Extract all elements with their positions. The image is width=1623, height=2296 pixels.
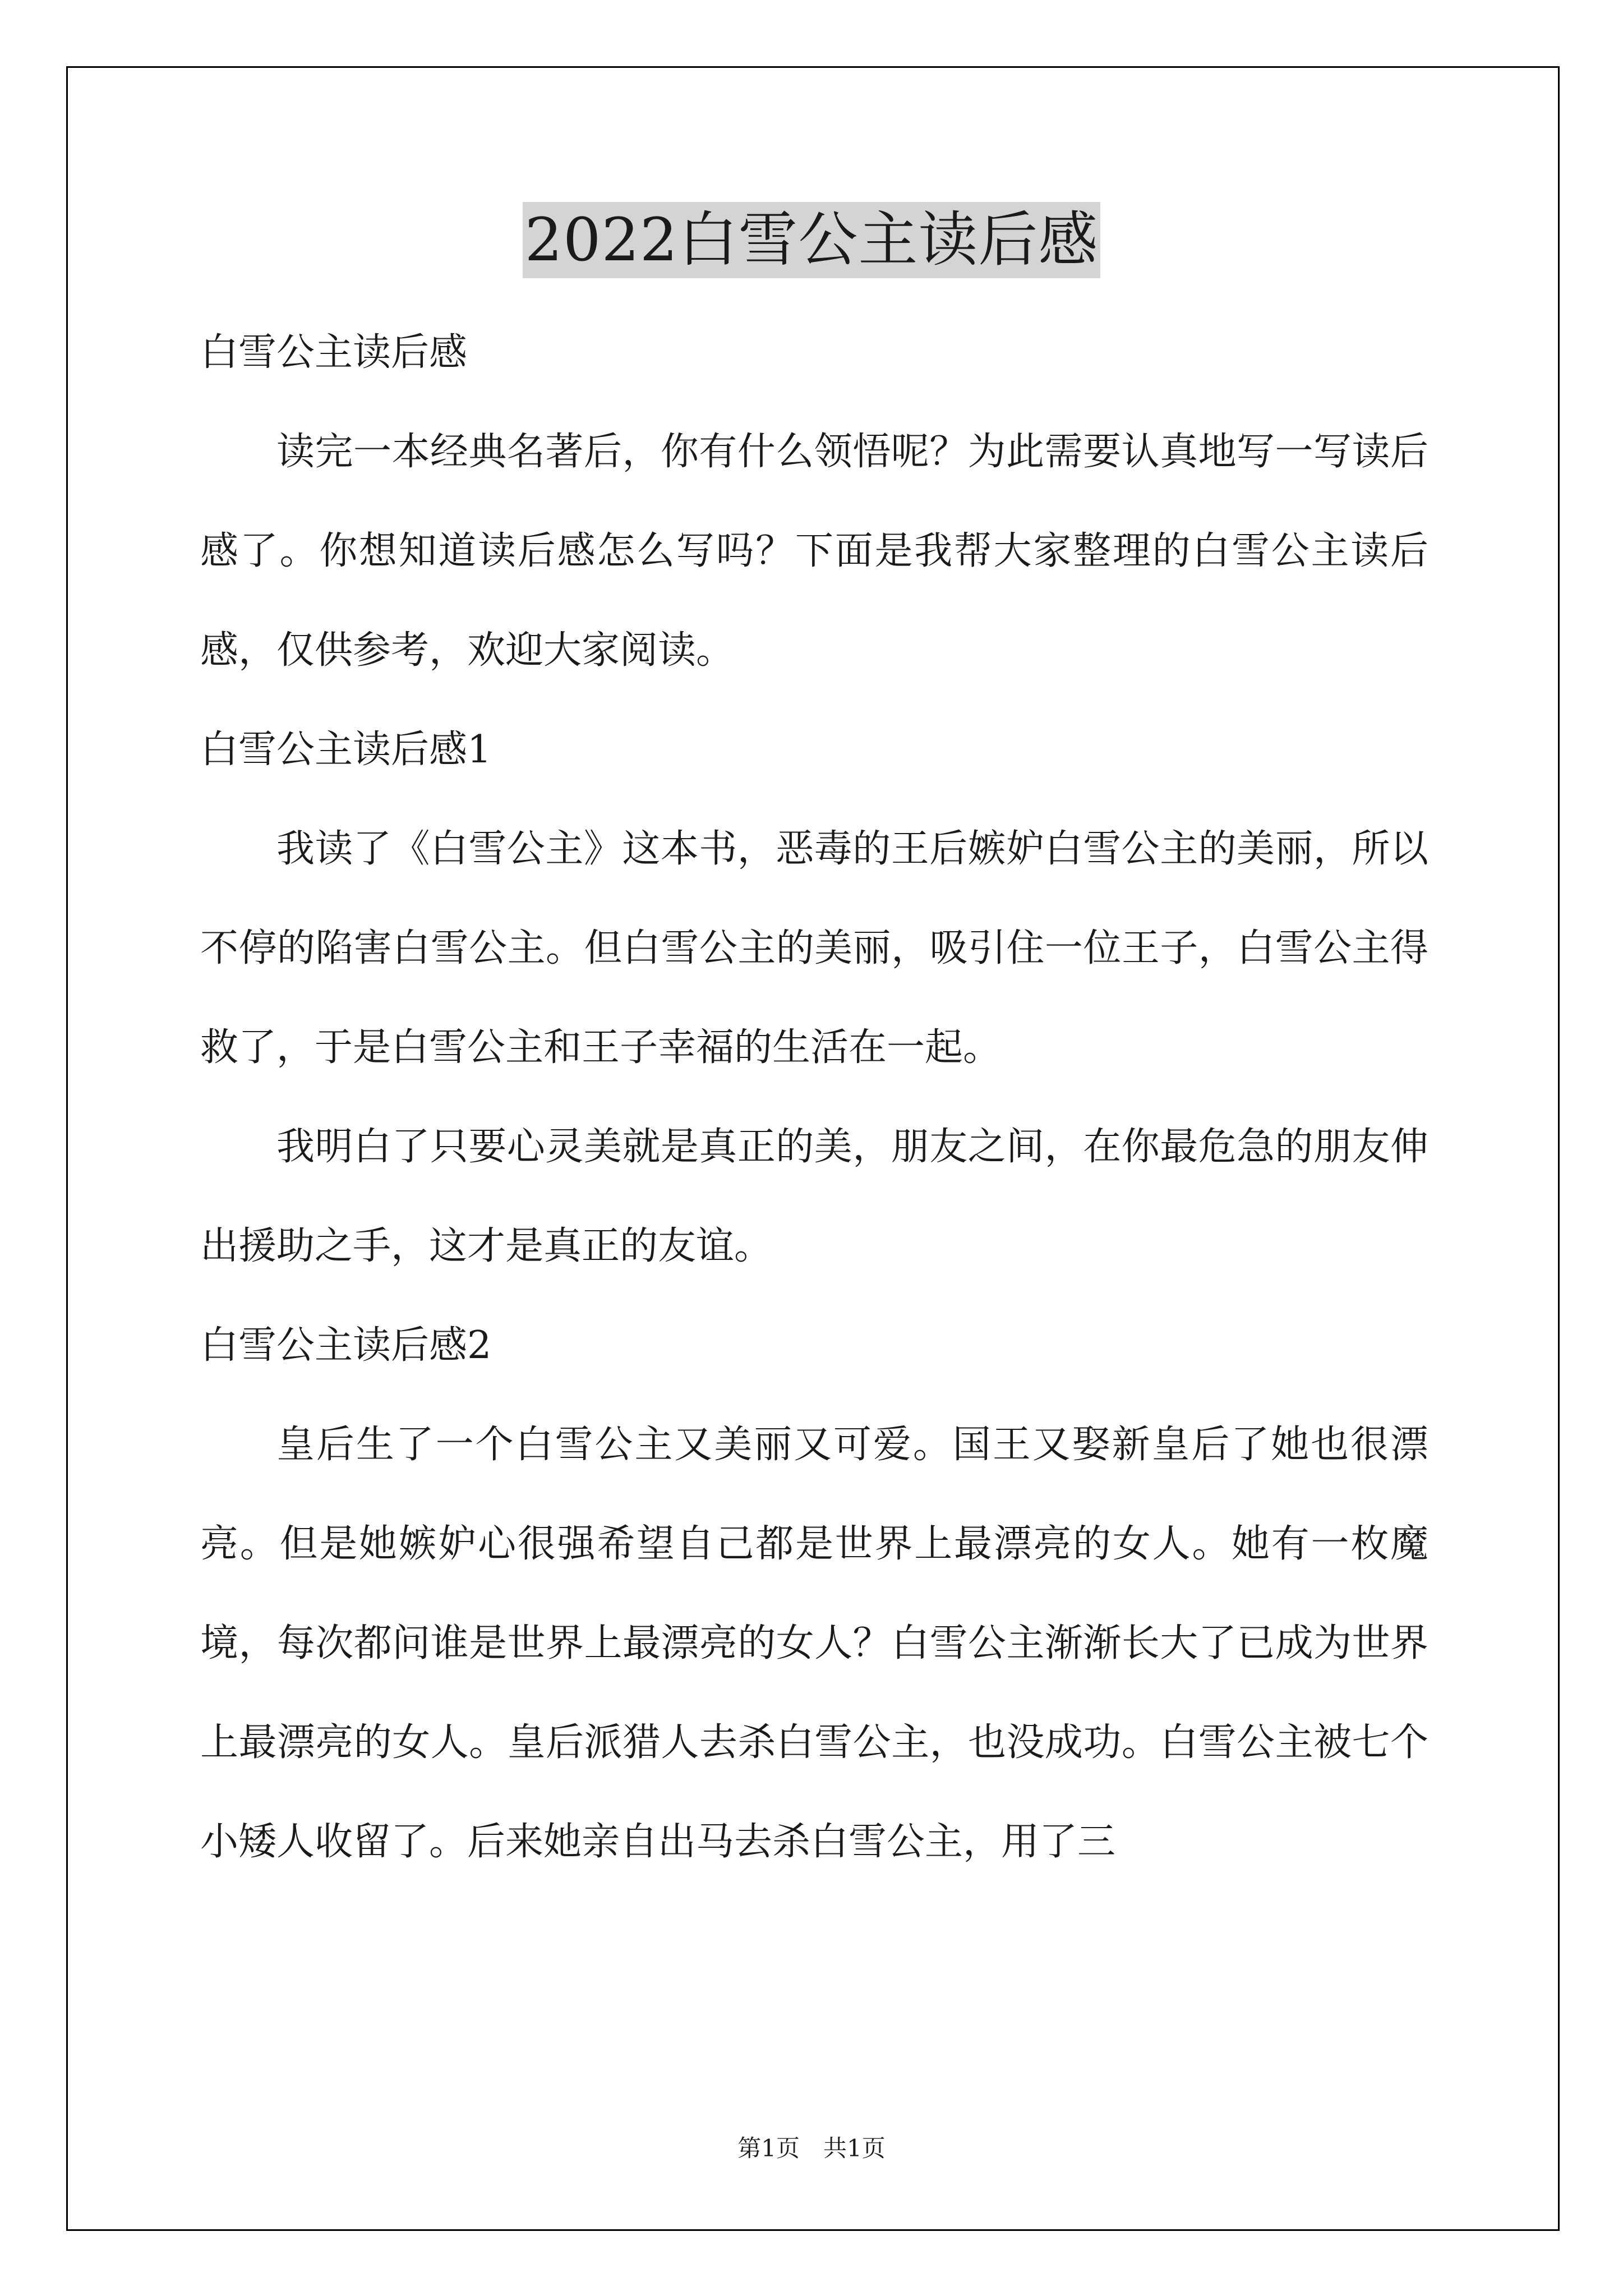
document-title-text: 2022白雪公主读后感 xyxy=(523,202,1101,278)
document-body xyxy=(200,303,1428,1892)
document-subtitle: 白雪公主读后感 xyxy=(200,330,468,375)
section-heading-2: 白雪公主读后感2 xyxy=(200,1323,492,1368)
section-1-paragraph-1: 我读了《白雪公主》这本书，恶毒的王后嫉妒白雪公主的美丽，所以不停的陷害白雪公主。但白雪公主的美丽，吸引住一位王子，白雪公主得救了，于是白雪公主和王子幸福的生活在一起。 xyxy=(200,827,1428,1070)
page-number-footer: 第1页 共1页 xyxy=(737,2134,886,2162)
document-title xyxy=(0,202,1623,278)
section-heading-1: 白雪公主读后感1 xyxy=(200,728,492,772)
section-1-paragraph-2: 我明白了只要心灵美就是真正的美，朋友之间，在你最危急的朋友伸出援助之手，这才是真正的友谊。 xyxy=(200,1125,1428,1268)
section-2-paragraph-1: 皇后生了一个白雪公主又美丽又可爱。国王又娶新皇后了她也很漂亮。但是她嫉妒心很强希望自己都是世界上最漂亮的女人。她有一枚魔境，每次都问谁是世界上最漂亮的女人？白雪公主渐渐长大了已成为世界上最漂亮的女人。皇后派猎人去杀白雪公主，也没成功。白雪公主被七个小矮人收留了。后来她亲自出马去杀白雪公主，用了三 xyxy=(200,1423,1428,1864)
intro-paragraph: 读完一本经典名著后，你有什么领悟呢？为此需要认真地写一写读后感了。你想知道读后感怎么写吗？下面是我帮大家整理的白雪公主读后感，仅供参考，欢迎大家阅读。 xyxy=(200,430,1428,673)
